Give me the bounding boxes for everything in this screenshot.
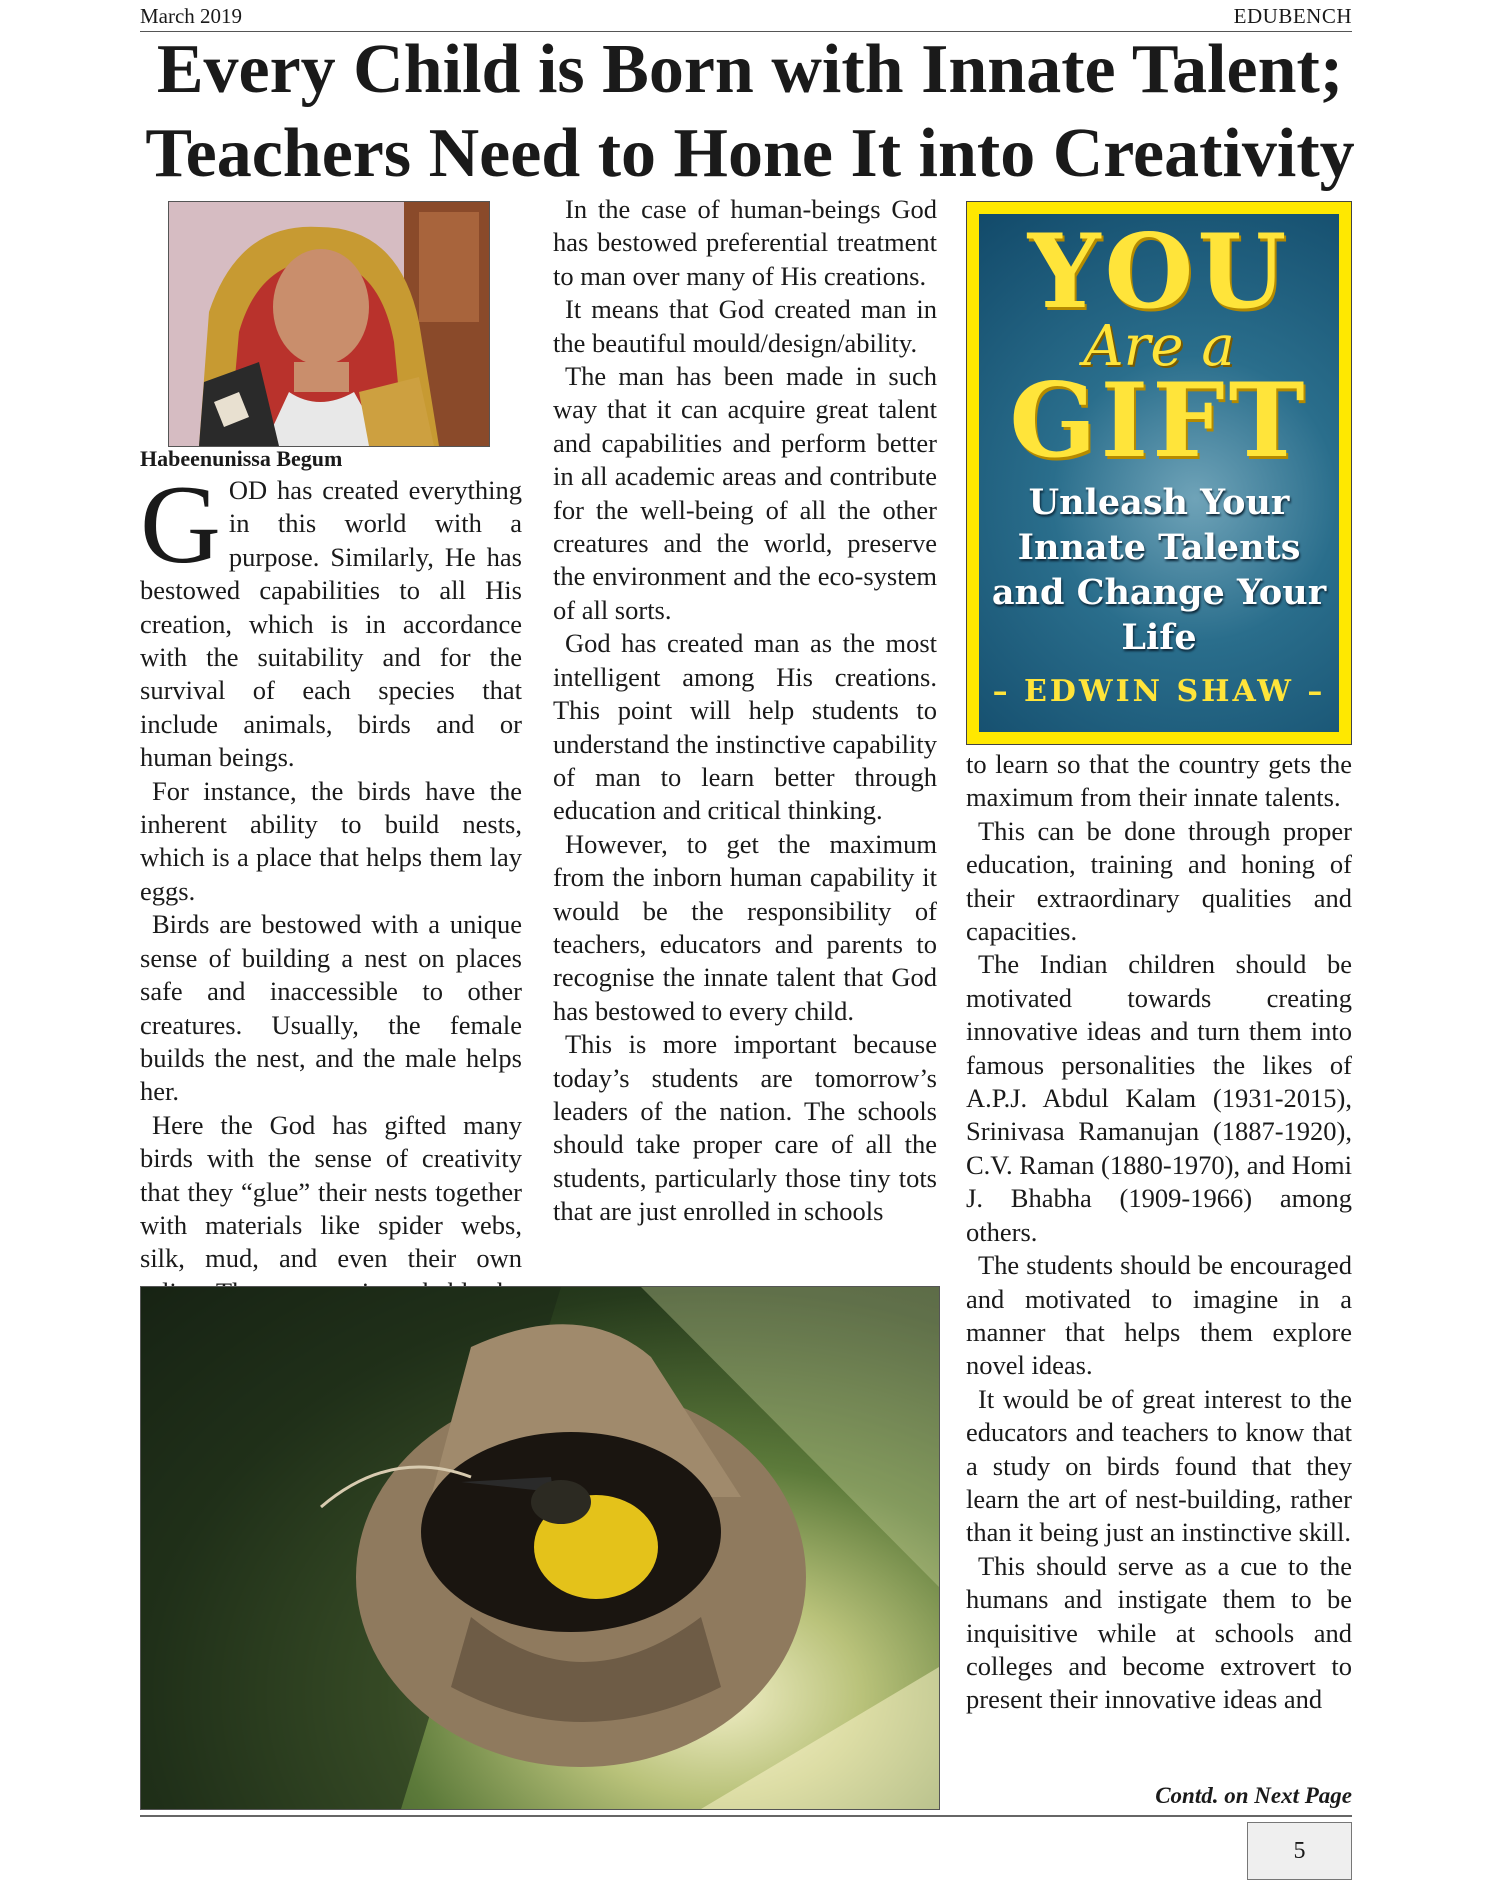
paragraph: God has created man as the most intelligent among His creations. This point will help students to understand the instinctive capability of man to learn better through education and critical thinking. (553, 628, 937, 826)
footer-rule (140, 1815, 1352, 1817)
book-title-are-a: Are a (1083, 314, 1235, 379)
paragraph: This can be done through proper education, training and honing of their extraordinary qualities and capacities. (966, 815, 1352, 947)
author-name: Habeenunissa Begum (140, 446, 343, 471)
book-author: – EDWIN SHAW – (992, 674, 1326, 709)
book-title-gift: GIFT (1009, 361, 1309, 481)
article-title (120, 28, 1380, 196)
paragraph: The students should be encouraged and motivated to imagine in a manner that helps them explore novel ideas. (966, 1250, 1352, 1381)
paragraph: Birds are bestowed with a unique sense of building a nest on places safe and inaccessible to other creatures. Usually, the female builds the nest, and the male helps her. (140, 909, 522, 1107)
paragraph: It would be of great interest to the educators and teachers to know that a study on birds found that they learn the art of nest-building, rather than it being just an instinctive skill. (966, 1383, 1352, 1548)
paragraph: This should serve as a cue to the humans and instigate them to be inquisitive while at schools and colleges and become extrovert to present their innovative ideas and (966, 1550, 1352, 1715)
paragraph: The Indian children should be motivated towards creating innovative ideas and turn them into famous personalities the likes of A.P.J. Abdul Kalam (1931-2015), Srinivasa Ramanujan (1887-1920), C.V. Raman (1880-1970), and Homi J. Bhabha (1909-1966) among others. (966, 949, 1352, 1247)
page-number: 5 (1247, 1822, 1352, 1880)
paragraph: However, to get the maximum from the inborn human capability it would be the responsibility of teachers, educators and parents to recognise the innate talent that God has bestowed to every child. (553, 828, 937, 1026)
paragraph: The man has been made in such way that it can acquire great talent and capabilities and perform better in all academic areas and contribute for the well-being of all the other creatures and the world, preserve the environment and the eco-system of all sorts. (553, 361, 937, 625)
paragraph: It means that God created man in the beautiful mould/design/ability. (553, 294, 937, 358)
article-column-2 (553, 193, 937, 1229)
book-title-you: YOU (1027, 214, 1291, 332)
book-subtitle: Unleash Your Innate Talents and Change Your Life (991, 482, 1327, 658)
continued-note: Contd. on Next Page (1155, 1783, 1352, 1808)
title-line-2: Teachers Need to Hone It into Creativity (145, 115, 1355, 192)
paragraph: GOD has created everything in this world with a purpose. Similarly, He has bestowed capabilities to all His creation, which is in accordance with the suitability and for the survival of each species that include animals, birds and or human beings. (140, 463, 522, 773)
article-column-1 (140, 463, 522, 1346)
title-line-1: Every Child is Born with Innate Talent; (156, 31, 1344, 108)
paragraph: to learn so that the country gets the maximum from their innate talents. (966, 749, 1352, 813)
paragraph: This is more important because today’s students are tomorrow’s leaders of the nation. The schools should take proper care of all the students, particularly those tiny tots that are just enrolled in schools (553, 1029, 937, 1227)
article-column-3 (966, 748, 1352, 1717)
author-photo (168, 201, 490, 447)
paragraph: For instance, the birds have the inherent ability to build nests, which is a place that helps them lay eggs. (140, 775, 522, 906)
drop-cap: G (140, 463, 221, 587)
bird-nest-photo (140, 1286, 940, 1810)
publication-name: EDUBENCH (1233, 4, 1352, 28)
issue-date: March 2019 (140, 4, 243, 28)
book-cover-image (966, 201, 1352, 745)
paragraph: In the case of human-beings God has bestowed preferential treatment to man over many of His creations. (553, 194, 937, 291)
paragraph: Here the God has gifted many birds with the sense of creativity that they “glue” their nests together with materials like spider webs, silk, mud, and even their own (140, 1109, 522, 1346)
